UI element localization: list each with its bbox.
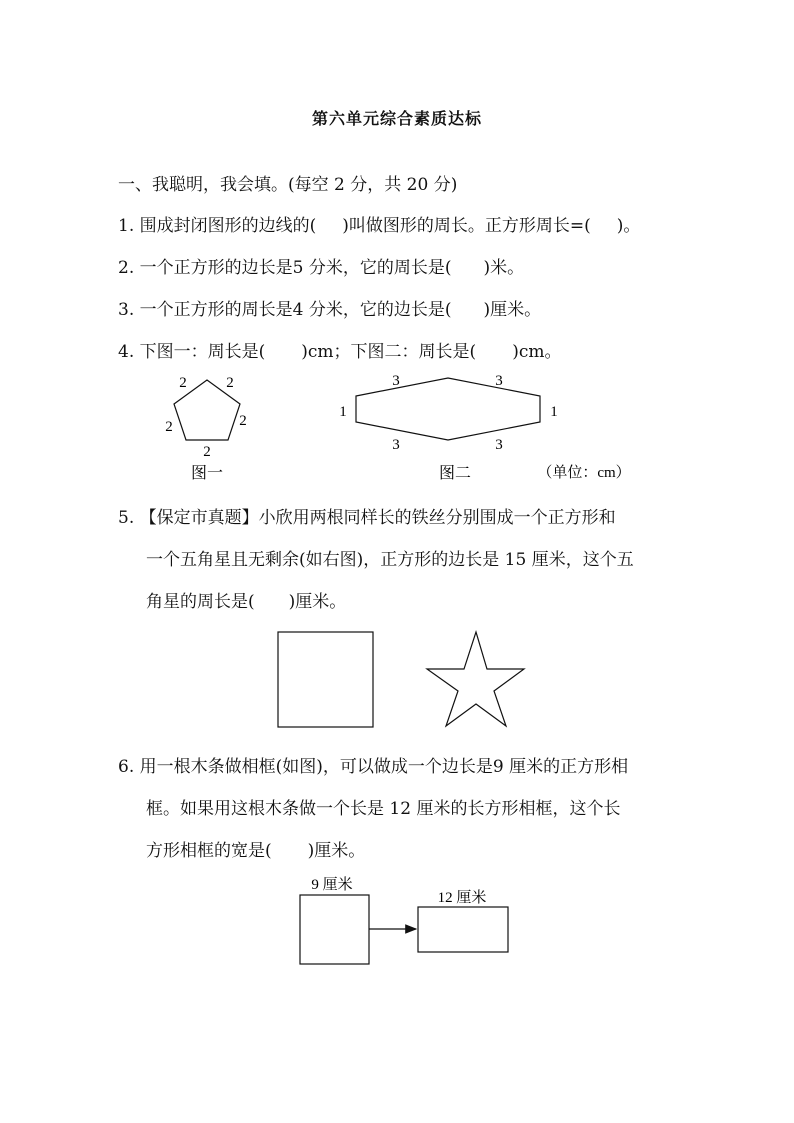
square-shape [278,632,373,727]
question-text-line: 一个五角星且无剩余(如右图)，正方形的边长是 15 厘米，这个五 [146,550,634,570]
hexagon-shape [356,378,540,440]
pentagon-side-label: 2 [203,444,211,460]
question-text: 用一根木条做相框(如图)，可以做成一个边长是9 厘米的正方形相 [139,757,629,777]
question-5 [118,503,616,528]
star-shape [427,632,524,726]
question-text: )cm。 [512,342,562,362]
pentagon-side-label: 2 [165,419,173,435]
question-text: )cm；下图二：周长是( [301,342,477,362]
question-number: 5. [118,508,135,528]
q5-figures [0,625,794,735]
question-text: 方形相框的宽是( [146,841,272,861]
question-3 [118,295,541,320]
question-4 [118,337,561,362]
figure-1-caption: 图一 [190,465,224,482]
pentagon-side-label: 2 [239,413,247,429]
hexagon-label-right: 1 [550,404,558,420]
question-6 [118,752,628,777]
unit-note: （单位：cm） [537,465,631,481]
question-text: )厘米。 [288,592,347,612]
question-number: 1. [118,216,135,236]
question-text: 下图一：周长是( [139,342,266,362]
section-heading: 一、我聪明，我会填。(每空 2 分，共 20 分) [118,175,458,195]
pentagon-side-label: 2 [226,375,234,391]
page-title: 第六单元综合素质达标 [311,109,482,128]
question-number: 2. [118,258,135,278]
rect-frame-label: 12 厘米 [437,890,487,906]
figure-2-caption: 图二 [438,465,472,482]
question-number: 4. [118,342,135,362]
question-text: )厘米。 [483,300,542,320]
question-text-line [146,836,365,861]
question-text: 围成封闭图形的边线的( [139,216,317,236]
q4-figures [0,360,794,490]
pentagon-side-label: 2 [179,375,187,391]
question-1 [118,211,640,236]
question-text: )叫做图形的周长。正方形周长=( [342,216,591,236]
question-text: )厘米。 [307,841,366,861]
hexagon-label-top-left: 3 [392,373,400,389]
question-text: 一个正方形的周长是4 分米，它的边长是( [139,300,452,320]
hexagon-label-left: 1 [339,404,347,420]
question-text-line: 框。如果用这根木条做一个长是 12 厘米的长方形相框，这个长 [146,799,621,819]
hexagon-label-top-right: 3 [495,373,503,389]
question-2 [118,253,524,278]
question-text-line [146,587,346,612]
question-text: 【保定市真题】小欣用两根同样长的铁丝分别围成一个正方形和 [139,508,616,528]
question-text: 角星的周长是( [146,592,255,612]
question-text: )。 [616,216,641,236]
hexagon-label-bottom-right: 3 [495,437,503,453]
question-text: 一个正方形的边长是5 分米，它的周长是( [139,258,452,278]
question-text: )米。 [483,258,525,278]
square-frame [300,895,369,964]
rectangle-frame [418,907,508,952]
square-frame-label: 9 厘米 [311,877,353,893]
question-number: 3. [118,300,135,320]
hexagon-label-bottom-left: 3 [392,437,400,453]
question-number: 6. [118,757,135,777]
q6-figures [0,870,794,970]
